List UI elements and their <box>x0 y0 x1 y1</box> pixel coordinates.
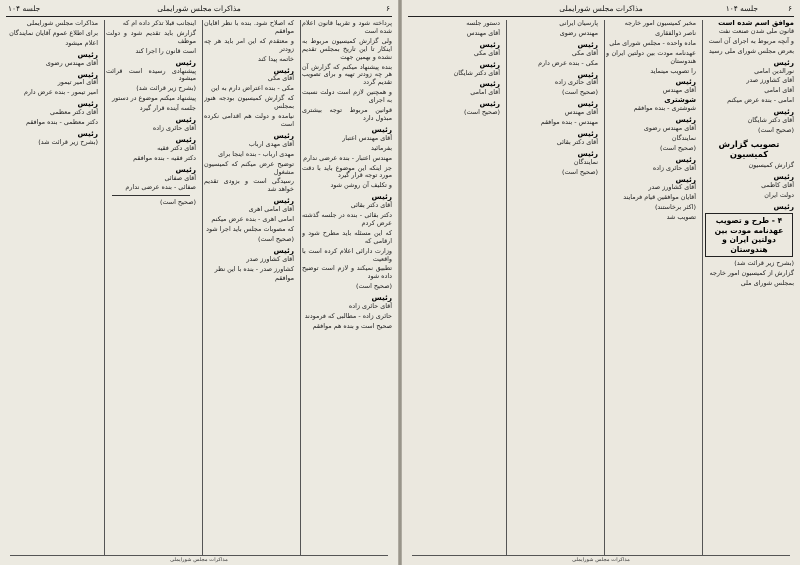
speaker-label: رئیس <box>77 128 98 138</box>
paragraph: مهدی ارباب - بنده اینجا برای <box>218 149 294 158</box>
paragraph: تطبیق نمیکند و لازم است توضیح داده شود <box>302 264 392 281</box>
column-divider <box>202 20 203 555</box>
right-column-3 <box>508 20 598 555</box>
paragraph: پیشنهادی رسیده است قرائت میشود <box>106 66 196 83</box>
paragraph: مذاکرات مجلس شورایملی <box>26 20 98 27</box>
paragraph: است قانون را اجرا کند <box>135 46 196 55</box>
paragraph: پرداخته شود و تقریباً قانون اعلام شده است <box>302 20 392 35</box>
paragraph: قانون ملی شدن صنعت نفت <box>718 26 794 35</box>
speaker-label: رئیس <box>371 192 392 202</box>
paragraph: که گزارش کمیسیون بودجه هنوز بمجلس <box>204 94 294 111</box>
paragraph: گزارش از کمیسیون امور خارجه <box>709 269 794 278</box>
speaker-label: رئیس <box>273 130 294 140</box>
paragraph: تصویب شد <box>666 213 696 222</box>
paragraph: ماده واحده - مجلس شورای ملی <box>609 38 696 47</box>
paragraph: بمجلس شورای ملی <box>740 279 794 288</box>
paragraph: مهندس - بنده موافقم <box>540 118 598 127</box>
speaker-label: رئیس <box>675 77 696 87</box>
paragraph: شوشتری - بنده موافقم <box>633 104 696 113</box>
paragraph: (بشرح زیر قرائت شد) <box>734 259 794 268</box>
right-page-title: مذاکرات مجلس شورایملی <box>559 4 643 13</box>
paragraph: قوانین مربوط توجه بیشتری مبذول دارد <box>302 106 392 122</box>
speaker-label: رئیس <box>479 99 500 109</box>
paragraph: (صحیح است) <box>757 125 794 134</box>
paragraph: ولی گزارش کمیسیون مربوط به اینکار تا این تاریخ بمجلس تقدیم نشده و بهمین جهت <box>302 36 392 61</box>
paragraph: برای اطلاع عموم آقایان نمایندگان <box>9 28 98 37</box>
paragraph: و تکلیف آن روشن شود <box>330 181 392 190</box>
paragraph: (اکثر برخاستند) <box>654 203 696 212</box>
paragraph: اعلام میشود <box>65 38 98 47</box>
paragraph: که اصلاح شود. بنده با نظر آقایان موافقم <box>204 20 294 35</box>
speaker-label: رئیس <box>273 65 294 75</box>
paragraph: پارسیان ایرانی <box>559 20 598 27</box>
left-column-2 <box>204 20 294 555</box>
paragraph: آقای دکتر بقائی <box>350 201 392 210</box>
speaker-label: رئیس <box>175 57 196 67</box>
speaker-label: رئیس <box>273 196 294 206</box>
paragraph: مکی - بنده عرض دارم <box>538 58 598 67</box>
paragraph: آقای دکتر شایگان <box>453 68 500 77</box>
speaker-label: رئیس <box>773 201 794 211</box>
paragraph: حائری زاده - مطالبی که فرمودند <box>304 312 392 320</box>
paragraph: آقای مهندس <box>466 28 500 37</box>
paragraph: کشاورز صدر - بنده با این نظر <box>214 264 294 273</box>
speaker-label: رئیس <box>773 57 794 67</box>
paragraph: عهدنامه مودت بین دولتین ایران و هندوستان <box>606 48 696 65</box>
paragraph: بعرض مجلس شورای ملی رسید <box>708 46 794 55</box>
speaker-label: رئیس <box>479 39 500 49</box>
left-page <box>0 0 398 565</box>
paragraph: آقای مهندس رضوی <box>643 123 696 132</box>
paragraph: آقای دکتر بقائی <box>556 137 598 146</box>
right-page-number: ۶ <box>787 4 792 13</box>
paragraph: دستور جلسه <box>466 20 500 27</box>
paragraph: آقای حائری زاده <box>652 163 696 172</box>
paragraph: (صحیح است) <box>463 108 500 117</box>
speaker-label: رئیس <box>577 128 598 138</box>
speaker-label: رئیس <box>577 69 598 79</box>
left-column-4 <box>8 20 98 555</box>
speaker-label: رئیس <box>175 164 196 174</box>
speaker-label: رئیس <box>77 99 98 109</box>
column-divider <box>300 20 301 555</box>
paragraph: (صحیح است) <box>561 88 598 97</box>
left-page-title: مذاکرات مجلس شورایملی <box>157 4 241 13</box>
paragraph: آقای کشاورز صدر <box>246 254 294 263</box>
paragraph: آقای مهندس اعتبار <box>342 133 392 142</box>
speaker-label: رئیس <box>675 154 696 164</box>
paragraph: رسیدگی است و بزودی تقدیم خواهد شد <box>204 177 294 194</box>
speaker-label: رئیس <box>675 174 696 184</box>
speaker-label: رئیس <box>577 148 598 158</box>
paragraph: صحیح است و بنده هم موافقم <box>312 321 392 330</box>
right-column-4 <box>410 20 500 555</box>
boxed-heading: ۴ - طرح و تصویب عهدنامه مودت بین دولتین ایران و هندوستان <box>705 213 793 257</box>
paragraph: دکتر بقائی - بنده در جلسه گذشته عرض کردم <box>302 211 392 227</box>
left-column-1 <box>302 20 392 555</box>
paragraph: نیامده و دولت هم اقدامی نکرده است <box>204 112 294 128</box>
paragraph: جز اینکه این موضوع باید با دقت مورد توجه قرار گیرد <box>302 163 392 180</box>
paragraph: آقای دکتر فقیه <box>157 143 196 152</box>
paragraph: آقای دکتر شایگان <box>747 116 794 125</box>
paragraph: خاتمه پیدا کند <box>257 54 294 63</box>
speaker-label: رئیس <box>773 171 794 181</box>
right-column-1 <box>704 20 794 555</box>
right-page-footer: مذاکرات مجلس شورایملی <box>412 555 790 564</box>
speaker-label: رئیس <box>371 293 392 303</box>
paragraph: دکتر معظمی - بنده موافقم <box>26 118 98 127</box>
paragraph: پیشنهاد میکنم موضوع در دستور <box>112 94 196 103</box>
column-divider <box>104 20 105 555</box>
paragraph: آقای مکی <box>267 74 294 83</box>
speaker-label: رئیس <box>175 134 196 144</box>
paragraph: نمایندگان <box>573 157 598 166</box>
paragraph: توضیح عرض میکنم که کمیسیون مشغول <box>204 159 294 176</box>
paragraph: (صحیح است) <box>561 167 598 176</box>
paragraph: (بشرح زیر قرائت شد) <box>38 137 98 146</box>
paragraph: که این مسئله باید مطرح شود و ارقامی که <box>302 228 392 245</box>
paragraph: آقای حائری زاده <box>554 78 598 87</box>
paragraph: مکی - بنده اعتراض دارم به این <box>210 84 294 93</box>
right-page <box>402 0 800 565</box>
speaker-label: رئیس <box>577 99 598 109</box>
paragraph: بنده پیشنهاد میکنم که گزارش آن هر چه زودتر تهیه و برای تصویب تقدیم گردد <box>302 62 392 87</box>
paragraph: (صحیح است) <box>257 234 294 243</box>
separator-rule <box>112 195 190 196</box>
paragraph: امیر تیمور - بنده عرض دارم <box>23 88 98 97</box>
speaker-label: رئیس <box>175 115 196 125</box>
paragraph: دکتر فقیه - بنده موافقم <box>133 153 196 162</box>
paragraph: نمایندگان <box>671 133 696 142</box>
paragraph: آقایان موافقین قیام فرمایند <box>623 193 696 202</box>
paragraph: آقای امامی اهری <box>248 205 294 214</box>
paragraph: امامی اهری - بنده عرض میکنم <box>211 215 294 224</box>
column-divider <box>604 20 605 555</box>
speaker-label: رئیس <box>479 79 500 89</box>
paragraph: آقای کاظمی <box>761 180 794 189</box>
paragraph: (بشرح زیر قرائت شد) <box>136 84 196 93</box>
speaker-label: رئیس <box>675 115 696 125</box>
paragraph: آقای کشاورز صدر <box>746 76 794 85</box>
paragraph: (صحیح است) <box>659 143 696 152</box>
speaker-label: رئیس <box>479 59 500 69</box>
paragraph: آقای مهندس <box>564 108 598 117</box>
left-column-3 <box>106 20 196 555</box>
paragraph: و آنچه مربوط به اجرای آن است <box>708 36 794 45</box>
left-session-label: جلسه ۱۰۴ <box>8 4 41 13</box>
speaker-label: رئیس <box>773 107 794 117</box>
paragraph: آقای مهندس رضوی <box>45 58 98 67</box>
right-session-label: جلسه ۱۰۴ <box>725 4 758 13</box>
paragraph: را تصویب مینماید <box>650 66 696 75</box>
paragraph: نورالدین امامی <box>754 66 794 75</box>
paragraph: صفائی - بنده عرضی ندارم <box>125 183 196 192</box>
paragraph: (صحیح است) <box>159 198 196 207</box>
left-page-footer: مذاکرات مجلس شورایملی <box>10 555 388 564</box>
right-page-header <box>408 2 794 17</box>
paragraph: آقای کشاورز صدر <box>648 183 696 192</box>
paragraph: آقای دکتر معظمی <box>50 108 98 117</box>
paragraph: موافقم <box>274 274 294 283</box>
paragraph: اینجانب قبلاً تذکر داده ام که <box>122 20 196 27</box>
paragraph: جلسه آینده قرار گیرد <box>139 104 196 113</box>
bold-line: موافق اسم شده است <box>718 20 794 27</box>
speaker-label: رئیس <box>371 124 392 134</box>
paragraph: آقای امامی <box>764 86 794 95</box>
paragraph: آقای امامی <box>470 88 500 97</box>
speaker-label: رئیس <box>77 69 98 79</box>
paragraph: مهندس رضوی <box>559 28 598 37</box>
paragraph: آقای مکی <box>571 48 598 57</box>
paragraph: که مصوبات مجلس باید اجرا شود <box>206 224 294 233</box>
paragraph: امامی - بنده عرض میکنم <box>727 96 794 105</box>
paragraph: مهندس اعتبار - بنده عرضی ندارم <box>303 153 392 162</box>
paragraph: آقای مکی <box>473 48 500 57</box>
left-page-header <box>6 2 392 17</box>
bold-line: شوشتری <box>664 96 696 105</box>
paragraph: گزارش کمیسیون <box>748 160 794 169</box>
speaker-label: رئیس <box>77 49 98 59</box>
paragraph: و معتقدم که این امر باید هر چه زودتر <box>204 36 294 53</box>
paragraph: (صحیح است) <box>355 282 392 291</box>
paragraph: آقای حائری زاده <box>152 123 196 132</box>
paragraph: آقای صفائی <box>164 173 196 182</box>
paragraph: آقای مهدی ارباب <box>248 139 294 148</box>
speaker-label: رئیس <box>273 245 294 255</box>
paragraph: وزارت دارائی اعلام کرده است با واقعیت <box>302 246 392 263</box>
paragraph: مخبر کمیسیون امور خارجه <box>624 20 696 27</box>
paragraph: گزارش باید تقدیم شود و دولت موظف <box>106 28 196 45</box>
section-heading: تصویب گزارش کمیسیون <box>718 138 780 159</box>
paragraph: بفرمائید <box>371 143 392 152</box>
paragraph: ناصر ذوالفقاری <box>655 28 696 37</box>
column-divider <box>506 20 507 555</box>
paragraph: و همچنین لازم است دولت نسبت به اجرای <box>302 88 392 105</box>
paragraph: آقای امیر تیمور <box>57 78 98 87</box>
left-page-number: ۶ <box>385 4 390 13</box>
speaker-label: رئیس <box>577 39 598 49</box>
column-divider <box>702 20 703 555</box>
paragraph: آقای حائری زاده <box>348 302 392 311</box>
right-column-2 <box>606 20 696 555</box>
paragraph: دولت ایران <box>764 190 794 199</box>
paragraph: آقای مهندس <box>662 86 696 95</box>
